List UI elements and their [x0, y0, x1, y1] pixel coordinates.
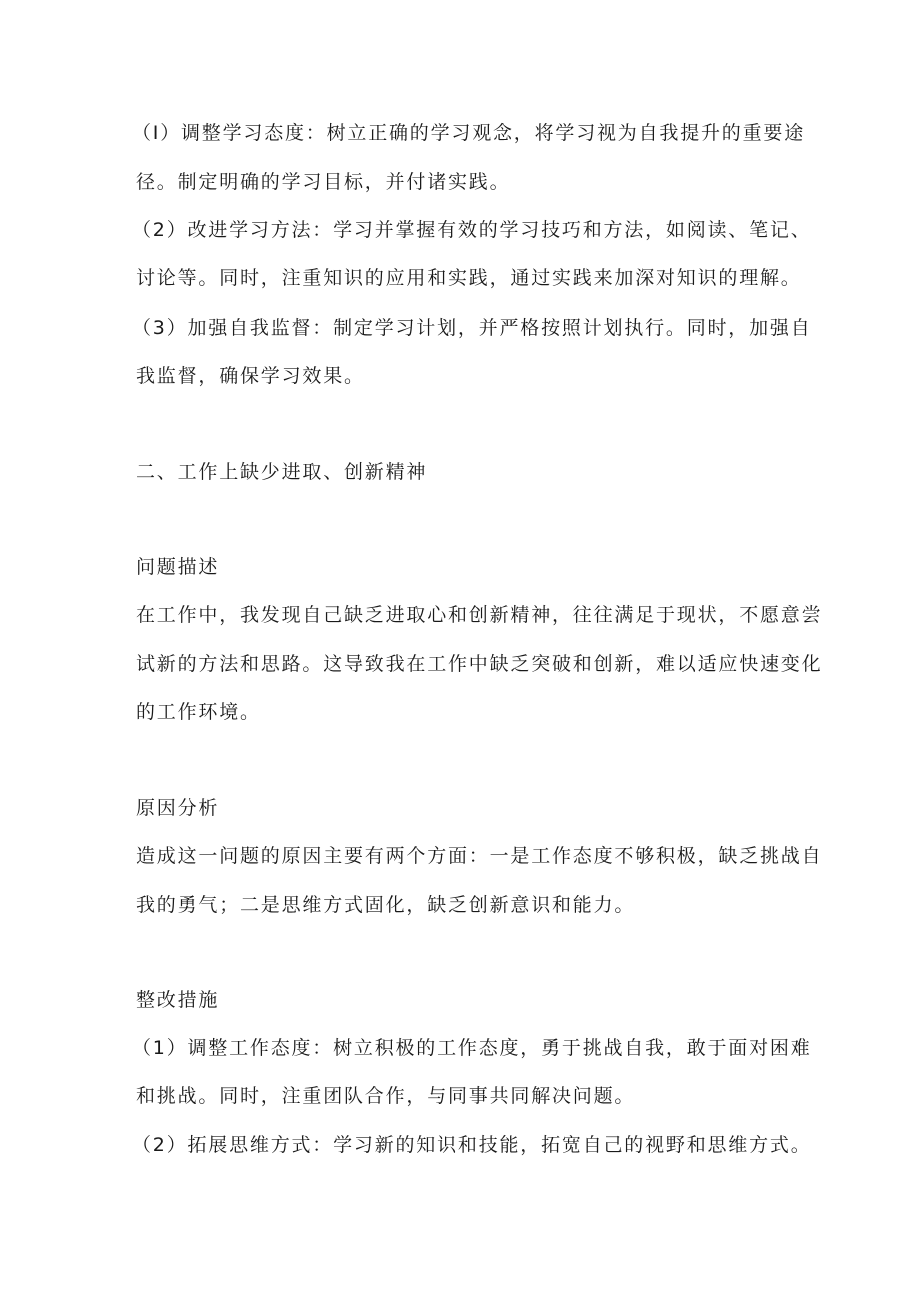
paragraph-line: （1）调整工作态度：树立积极的工作态度，勇于挑战自我，敢于面对困难 [132, 1037, 812, 1059]
subsection-heading: 整改措施 [136, 989, 220, 1011]
paragraph-line: （3）加强自我监督：制定学习计划，并严格按照计划执行。同时，加强自 [132, 317, 812, 339]
paragraph-line: 我监督，确保学习效果。 [136, 365, 365, 387]
paragraph-line: （I）调整学习态度：树立正确的学习观念，将学习视为自我提升的重要途 [132, 122, 806, 144]
paragraph-line: 的工作环境。 [136, 701, 261, 723]
paragraph-line: 试新的方法和思路。这导致我在工作中缺乏突破和创新，难以适应快速变化 [136, 653, 823, 675]
paragraph-line: 和挑战。同时，注重团队合作，与同事共同解决问题。 [136, 1085, 636, 1107]
paragraph-line: （2）拓展思维方式：学习新的知识和技能，拓宽自己的视野和思维方式。 [132, 1134, 812, 1156]
paragraph-line: 在工作中，我发现自己缺乏进取心和创新精神，往往满足于现状，不愿意尝 [136, 604, 823, 626]
section-heading: 二、工作上缺少进取、创新精神 [136, 461, 428, 483]
subsection-heading: 问题描述 [136, 556, 220, 578]
paragraph-line: 讨论等。同时，注重知识的应用和实践，通过实践来加深对知识的理解。 [136, 267, 802, 289]
paragraph-line: 径。制定明确的学习目标，并付诸实践。 [136, 171, 511, 193]
paragraph-line: （2）改进学习方法：学习并掌握有效的学习技巧和方法，如阅读、笔记、 [132, 219, 812, 241]
subsection-heading: 原因分析 [136, 797, 220, 819]
paragraph-line: 我的勇气；二是思维方式固化，缺乏创新意识和能力。 [136, 894, 636, 916]
paragraph-line: 造成这一问题的原因主要有两个方面：一是工作态度不够积极，缺乏挑战自 [136, 845, 823, 867]
